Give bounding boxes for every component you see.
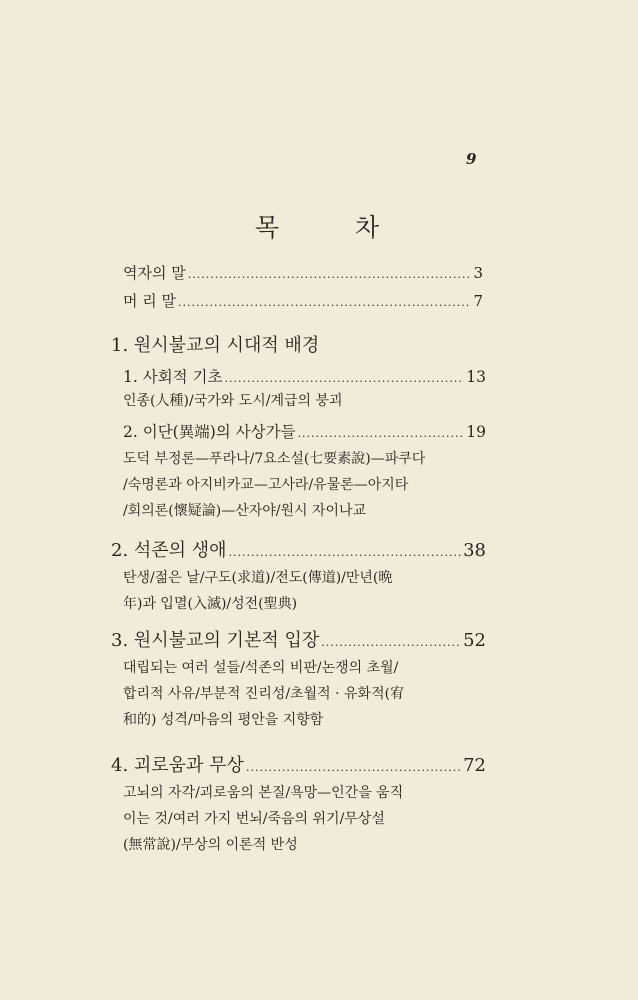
leader-dots [298, 427, 465, 440]
subtopic-line: 합리적 사유/부분적 진리성/초월적 · 유화적(宥 [123, 686, 405, 702]
section-page: 13 [466, 368, 486, 386]
subtopic-line: 고뇌의 자각/괴로움의 본질/욕망—인간을 움직 [123, 785, 404, 801]
leader-dots [178, 296, 471, 309]
subtopic-line: 도덕 부정론—푸라나/7요소설(七要素說)—파쿠다 [123, 451, 426, 467]
chapter-title: 3. 원시불교의 기본적 입장 [111, 630, 320, 651]
subtopic-line: 年)과 입멸(入滅)/성전(聖典) [123, 596, 298, 612]
leader-dots [188, 268, 472, 281]
chapter-title: 1. 원시불교의 시대적 배경 [111, 335, 320, 356]
section-page: 19 [466, 423, 486, 441]
subtopic-line: 대립되는 여러 설들/석존의 비판/논쟁의 초월/ [123, 660, 399, 676]
subtopic-line: 이는 것/여러 가지 번뇌/죽음의 위기/무상설 [123, 811, 385, 827]
leader-dots [321, 636, 461, 649]
page-number: 9 [466, 150, 477, 168]
toc-entry-label: 머 리 말 [123, 292, 177, 310]
toc-entry-label: 역자의 말 [123, 264, 186, 282]
subtopic-line: /숙명론과 아지비카교—고사라/유물론—아지타 [123, 477, 409, 493]
chapter-page: 72 [463, 755, 486, 776]
leader-dots [225, 372, 465, 385]
section-title: 1. 사회적 기초 [123, 368, 223, 386]
leader-dots [229, 546, 462, 559]
toc-section-1-1 [123, 365, 486, 387]
toc-chapter-1 [111, 331, 486, 357]
page-title: 목 차 [254, 213, 414, 242]
subtopic-line: 和的) 성격/마음의 평안을 지향함 [123, 712, 324, 728]
toc-entry-preface [123, 290, 483, 311]
chapter-page: 52 [463, 630, 486, 651]
section-title: 2. 이단(異端)의 사상가들 [123, 423, 296, 441]
toc-chapter-4 [111, 751, 486, 777]
toc-chapter-2 [111, 536, 486, 562]
toc-entry-translator-note [123, 262, 483, 283]
toc-section-1-2 [123, 420, 486, 442]
subtopic-line: (無常說)/무상의 이론적 반성 [123, 837, 298, 853]
toc-entry-page: 7 [473, 292, 483, 310]
chapter-title: 4. 괴로움과 무상 [111, 755, 244, 776]
leader-dots [246, 761, 461, 774]
subtopic-line: 인종(人種)/국가와 도시/계급의 붕괴 [123, 393, 343, 409]
subtopic-line: 탄생/젊은 날/구도(求道)/전도(傳道)/만년(晩 [123, 570, 393, 586]
subtopic-line: /회의론(懷疑論)—산자야/원시 자이나교 [123, 503, 367, 519]
chapter-title: 2. 석존의 생애 [111, 540, 227, 561]
toc-chapter-3 [111, 626, 486, 652]
chapter-page: 38 [463, 540, 486, 561]
toc-entry-page: 3 [473, 264, 483, 282]
